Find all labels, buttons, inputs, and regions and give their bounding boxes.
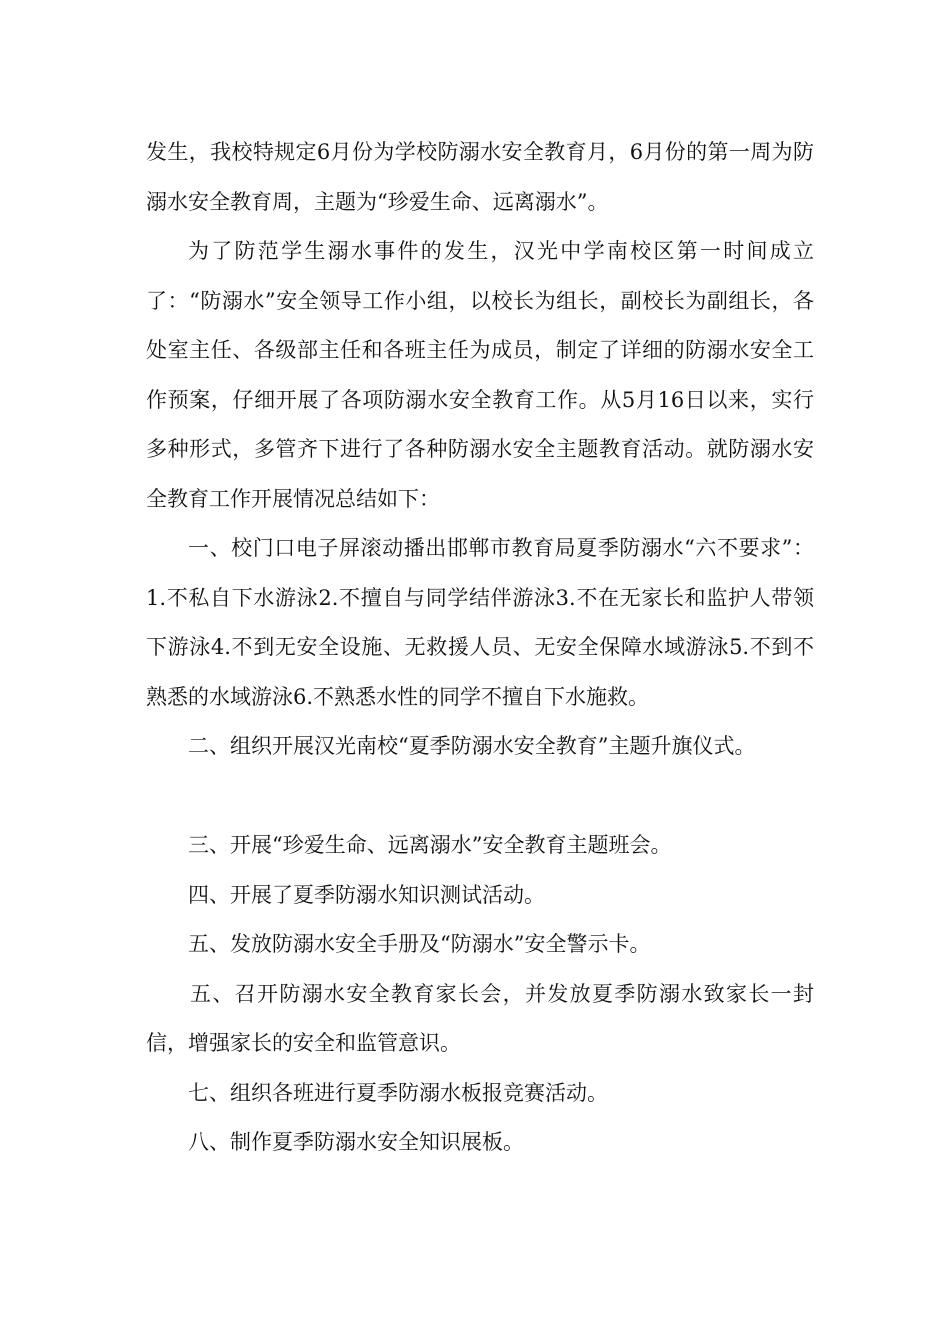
- paragraph-item-5a: 五、发放防溺水安全手册及“防溺水”安全警示卡。: [188, 932, 651, 956]
- paragraph-item-7: 七、组织各班进行夏季防溺水板报竞赛活动。: [188, 1080, 608, 1105]
- paragraph-item-3: 三、开展“珍爱生命、远离溺水”安全教育主题班会。: [188, 833, 672, 857]
- paragraph-intro-continuation: 发生，我校特规定6月份为学校防溺水安全教育月，6月份的第一周为防溺水安全教育周，主题为“珍爱生命、远离溺水”。: [146, 140, 814, 214]
- paragraph-item-1: 一、校门口电子屏滚动播出邯郸市教育局夏季防溺水“六不要求”：1.不私自下水游泳2.不擅自与同学结伴游泳3.不在无家长和监护人带领下游泳4.不到无安全设施、无救援人员、无安全保障水域游泳5.不到不熟悉的水域游泳6.不熟悉水性的同学不擅自下水施救。: [146, 536, 814, 709]
- paragraph-item-2: 二、组织开展汉光南校“夏季防溺水安全教育”主题升旗仪式。: [188, 734, 756, 758]
- paragraph-item-8: 八、制作夏季防溺水安全知识展板。: [188, 1130, 524, 1154]
- paragraph-leadership-group: 为了防范学生溺水事件的发生，汉光中学南校区第一时间成立了：“防溺水”安全领导工作小组，以校长为组长，副校长为副组长，各处室主任、各级部主任和各班主任为成员，制定了详细的防溺水安全工作预案，仔细开展了各项防溺水安全教育工作。从5月16日以来，实行多种形式，多管齐下进行了各种防溺水安全主题教育活动。就防溺水安全教育工作开展情况总结如下：: [146, 239, 814, 511]
- document-body: [146, 128, 814, 1168]
- paragraph-item-4: 四、开展了夏季防溺水知识测试活动。: [188, 882, 545, 907]
- paragraph-item-5b: 五、召开防溺水安全教育家长会，并发放夏季防溺水致家长一封信，增强家长的安全和监管意识。: [146, 981, 814, 1055]
